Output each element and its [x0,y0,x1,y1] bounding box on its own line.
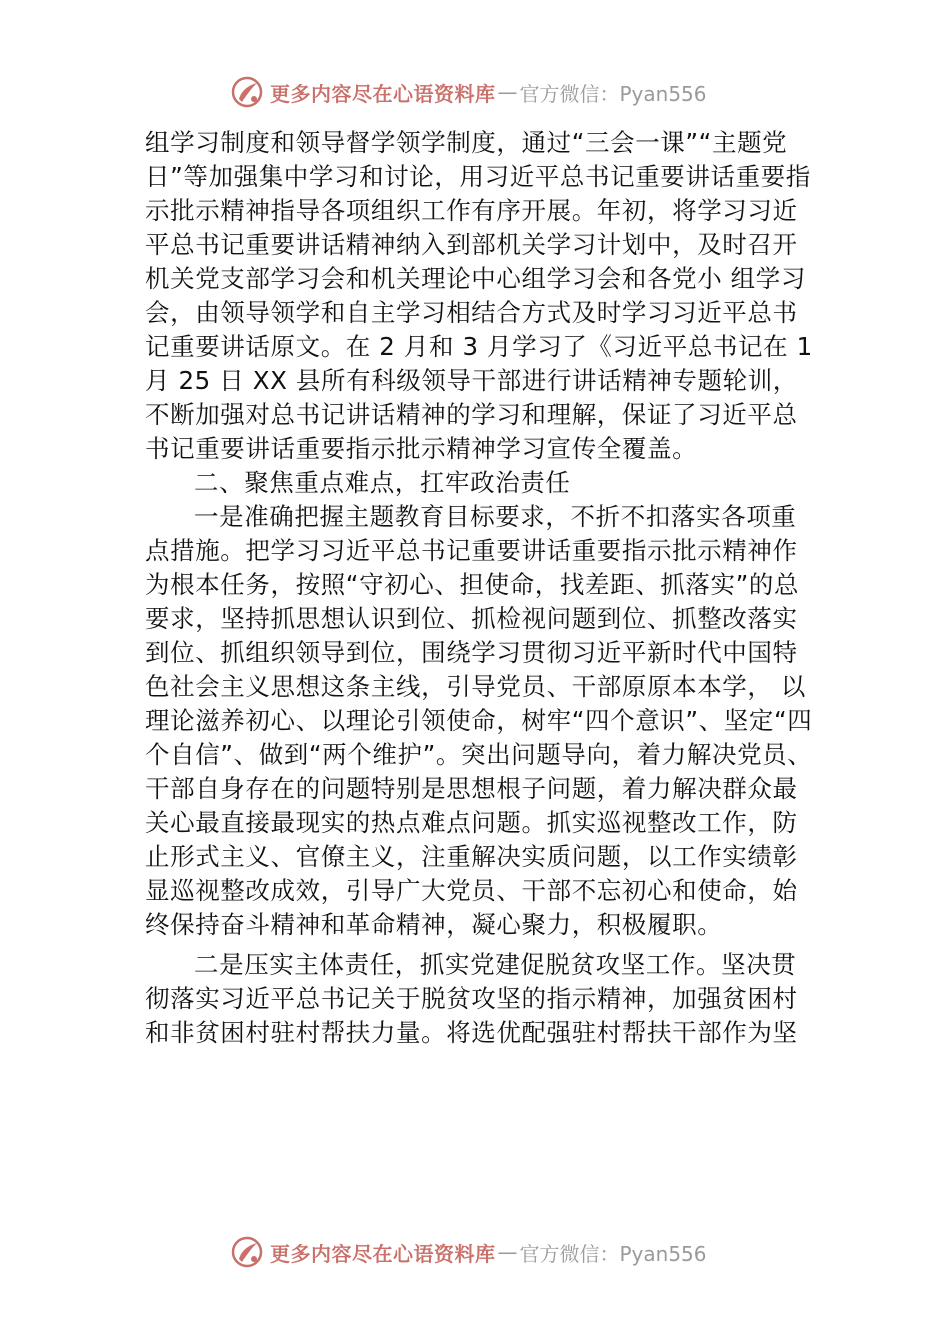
footer-watermark [230,1232,707,1272]
section-heading: 二、聚焦重点难点，扛牢政治责任 [194,468,571,497]
watermark-separator: — [497,80,518,104]
body-paragraph: 一是准确把握主题教育目标要求，不折不扣落实各项重点措施。把学习习近平总书记重要讲话重要指示批示精神作为根本任务，按照“守初心、担使命，找差距、抓落实”的总要求，坚持抓思想认识到位、抓检视问题到位、抓整改落实到位、抓组织领导到位，围绕学习贯彻习近平新时代中国特色社会主义思想这条主线，引导党员、干部原原本本学， 以理论滋养初心、以理论引领使命，树牢“四个意识”、坚定“四个自信”、做到“两个维护”。突出问题导向，着力解决党员、干部自身存在的问题特别是思想根子问题，着力解决群众最关心最直接最现实的热点难点问题。抓实巡视整改工作，防止形式主义、官僚主义，注重解决实质问题，以工作实绩彰显巡视整改成效，引导广大党员、干部不忘初心和使命，始终保持奋斗精神和革命精神，凝心聚力，积极履职。 [145,502,813,939]
document-body [145,126,817,1050]
watermark-title: 更多内容尽在心语资料库 [270,1241,496,1266]
watermark-separator: — [497,1240,518,1264]
watermark-contact: 官方微信：Pyan556 [519,1241,707,1266]
logo-icon [230,1235,264,1269]
body-paragraph: 二是压实主体责任，抓实党建促脱贫攻坚工作。坚决贯彻落实习近平总书记关于脱贫攻坚的指示精神，加强贫困村和非贫困村驻村帮扶力量。将选优配强驻村帮扶干部作为坚 [145,950,798,1047]
body-paragraph: 组学习制度和领导督学领学制度，通过“三会一课”“主题党日”等加强集中学习和讨论，用习近平总书记重要讲话重要指示批示精神指导各项组织工作有序开展。年初，将学习习近平总书记重要讲话精神纳入到部机关学习计划中，及时召开机关党支部学习会和机关理论中心组学习会和各党小 组学习会，由领导领学和自主学习相结合方式及时学习习近平总书记重要讲话原文。在 2 月和 3 月学习了《习近平总书记在 1 月 25 日 XX 县所有科级领导干部进行讲话精神专题轮训， 不断加强对总书记讲话精神的学习和理解，保证了习近平总书记重要讲话重要指示批示精神学习宣传全覆盖。 [145,128,813,463]
header-watermark [230,72,707,112]
watermark-title: 更多内容尽在心语资料库 [270,81,496,106]
logo-icon [230,75,264,109]
watermark-contact: 官方微信：Pyan556 [519,81,707,106]
